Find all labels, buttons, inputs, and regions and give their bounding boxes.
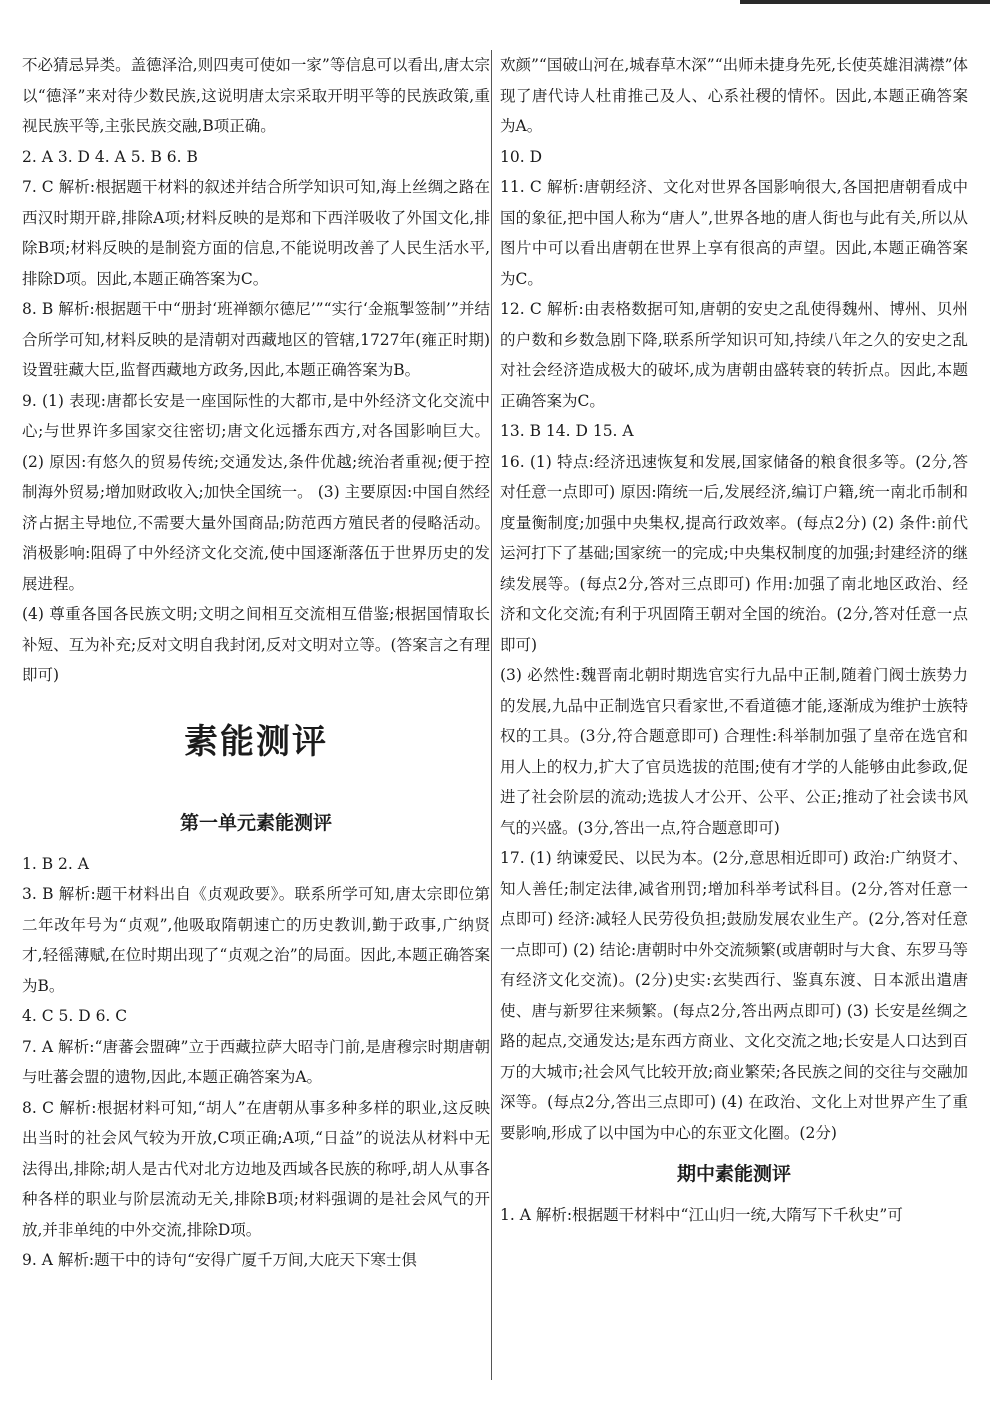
answer-block: 8. B 解析:根据题干中“册封‘班禅额尔德尼’”“实行‘金瓶掣签制’”并结合所学可知,材料反映的是清朝对西藏地区的管辖,1727年(雍正时期)设置驻藏大臣,监督西藏地方政务,因此,本题正确答案为B。 — [22, 300, 490, 379]
answer-block: 12. C 解析:由表格数据可知,唐朝的安史之乱使得魏州、博州、贝州的户数和乡数急剧下降,联系所学知识可知,持续八年之久的安史之乱对社会经济造成极大的破坏,成为唐朝由盛转衰的转折点。因此,本题正确答案为C。 — [500, 300, 968, 410]
answer-block: (3) 必然性:魏晋南北朝时期选官实行九品中正制,随着门阀士族势力的发展,九品中正制选官只看家世,不看道德才能,逐渐成为维护士族特权的工具。(3分,符合题意即可) 合理性:科举制加强了皇帝在选官和用人上的权力,扩大了官员选拔的范围;使有才学的人能够由此参政,促进了社会阶层的流动;选拔人才公开、公平、公正;推动了社会读书风气的兴盛。(3分,答出一点,符合题意即可) — [500, 666, 968, 837]
right-column — [500, 50, 968, 1231]
answer-block: 13. B 14. D 15. A — [500, 422, 634, 440]
answer-block: 1. B 2. A — [22, 854, 89, 873]
answer-block: 11. C 解析:唐朝经济、文化对世界各国影响很大,各国把唐朝看成中国的象征,把中国人称为“唐人”,世界各地的唐人街也与此有关,所以从图片中可以看出唐朝在世界上享有很高的声望。因此,本题正确答案为C。 — [500, 178, 968, 288]
midterm-title: 期中素能测评 — [676, 1163, 791, 1185]
answer-block: 欢颜”“国破山河在,城春草木深”“出师未捷身先死,长使英雄泪满襟”体现了唐代诗人杜甫推己及人、心系社稷的情怀。因此,本题正确答案为A。 — [500, 56, 968, 135]
answer-block: 16. (1) 特点:经济迅速恢复和发展,国家储备的粮食很多等。(2分,答对任意一点即可) 原因:隋统一后,发展经济,编订户籍,统一南北币制和度量衡制度;加强中央集权,提高行政效率。(每点2分) (2) 条件:前代运河打下了基础;国家统一的完成;中央集权制度的加强;封建经济的继续发展等。(每点2分,答对三点即可) 作用:加强了南北地区政治、经济和文化交流;有利于巩固隋王朝对全国的统治。(2分,答对任意一点即可) — [500, 452, 968, 654]
answer-block: (4) 尊重各国各民族文明;文明之间相互交流相互借鉴;根据国情取长补短、互为补充;反对文明自我封闭,反对文明对立等。(答案言之有理即可) — [22, 605, 490, 684]
column-divider — [491, 50, 492, 1380]
answer-block: 不必猜忌异类。盖德泽洽,则四夷可使如一家”等信息可以看出,唐太宗以“德泽”来对待少数民族,这说明唐太宗采取开明平等的民族政策,重视民族平等,主张民族交融,B项正确。 — [22, 56, 490, 135]
answer-block: 4. C 5. D 6. C — [22, 1007, 128, 1025]
answer-block: 3. B 解析:题干材料出自《贞观政要》。联系所学可知,唐太宗即位第二年改年号为“贞观”,他吸取隋朝速亡的历史教训,勤于政事,广纳贤才,轻徭薄赋,在位时期出现了“贞观之治”的局面。因此,本题正确答案为B。 — [22, 885, 490, 995]
unit-title: 第一单元素能测评 — [179, 811, 332, 834]
answer-block: 2. A 3. D 4. A 5. B 6. B — [22, 147, 198, 166]
answer-block: 17. (1) 纳谏爱民、以民为本。(2分,意思相近即可) 政治:广纳贤才、知人善任;制定法律,减省刑罚;增加科举考试科目。(2分,答对任意一点即可) 经济:减轻人民劳役负担;鼓励发展农业生产。(2分,答对任意一点即可) (2) 结论:唐朝时中外交流频繁(或唐朝时与大食、东罗马等有经济文化交流)。(2分)史实:玄奘西行、鉴真东渡、日本派出遣唐使、唐与新罗往来频繁。(每点2分,答出两点即可) (3) 长安是丝绸之路的起点,交通发达;是东西方商业、文化交流之地;长安是人口达到百万的大城市;社会风气比较开放;商业繁荣;各民族之间的交往与交融加深等。(每点2分,答出三点即可) (4) 在政治、文化上对世界产生了重要影响,形成了以中国为中心的东亚文化圈。(2分) — [500, 849, 968, 1142]
answer-block: 7. C 解析:根据题干材料的叙述并结合所学知识可知,海上丝绸之路在西汉时期开辟,排除A项;材料反映的是郑和下西洋吸收了外国文化,排除B项;材料反映的是制瓷方面的信息,不能说明改善了人民生活水平,排除D项。因此,本题正确答案为C。 — [22, 178, 490, 288]
answer-block: 9. (1) 表现:唐都长安是一座国际性的大都市,是中外经济文化交流中心;与世界许多国家交往密切;唐文化远播东西方,对各国影响巨大。 (2) 原因:有悠久的贸易传统;交通发达,条件优越;统治者重视;便于控制海外贸易;增加财政收入;加快全国统一。 (3) 主要原因:中国自然经济占据主导地位,不需要大量外国商品;防范西方殖民者的侵略活动。 消极影响:阻碍了中外经济文化交流,使中国逐渐落伍于世界历史的发展进程。 — [22, 391, 490, 593]
left-column — [22, 50, 490, 1276]
answer-block: 7. A 解析:“唐蕃会盟碑”立于西藏拉萨大昭寺门前,是唐穆宗时期唐朝与吐蕃会盟的遗物,因此,本题正确答案为A。 — [22, 1037, 490, 1086]
top-edge-bar — [740, 0, 990, 4]
section-title: 素能测评 — [184, 721, 328, 762]
answer-block: 9. A 解析:题干中的诗句“安得广厦千万间,大庇天下寒士俱 — [22, 1251, 417, 1269]
answer-block: 1. A 解析:根据题干材料中“江山归一统,大隋写下千秋史”可 — [500, 1206, 903, 1224]
answer-block: 10. D — [500, 147, 543, 166]
answer-block: 8. C 解析:根据材料可知,“胡人”在唐朝从事多种多样的职业,这反映出当时的社会风气较为开放,C项正确;A项,“日益”的说法从材料中无法得出,排除;胡人是古代对北方边地及西域各民族的称呼,胡人从事各种各样的职业与阶层流动无关,排除B项;材料强调的是社会风气的开放,并非单纯的中外交流,排除D项。 — [22, 1098, 490, 1239]
